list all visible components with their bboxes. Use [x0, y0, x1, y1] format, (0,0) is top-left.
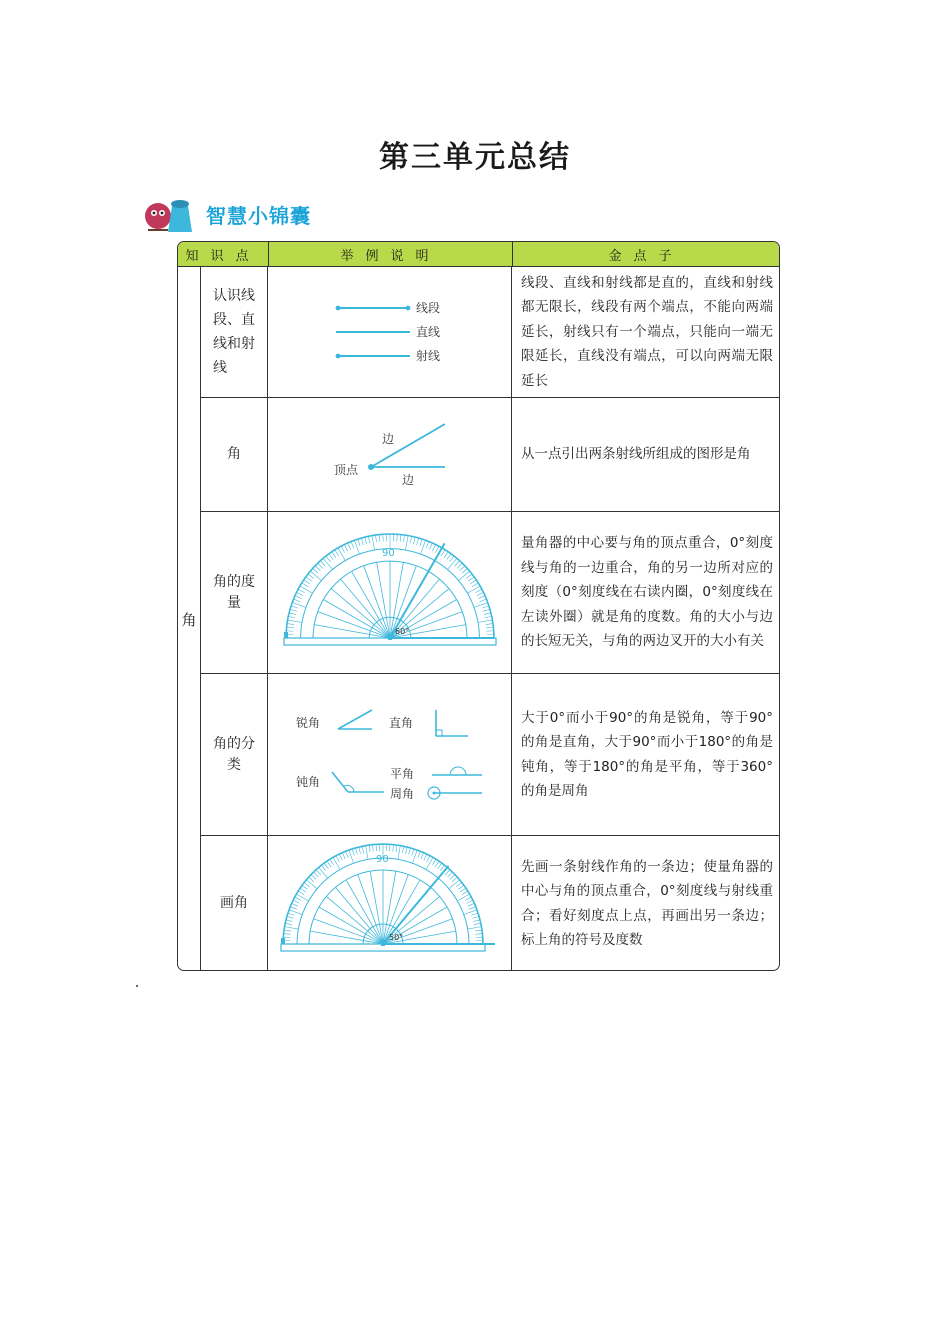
header-tip: 金点子: [512, 242, 779, 266]
example-cell: [268, 398, 512, 511]
topic-cell: 角的分类: [201, 674, 268, 835]
example-cell: [268, 267, 512, 397]
tip-cell: 先画一条射线作角的一条边；使量角器的中心与角的顶点重合，0°刻度线与射线重合；看好刻度点上点，再画出另一条边；标上角的符号及度数: [521, 858, 773, 948]
section-label: 智慧小锦囊: [206, 203, 311, 228]
angle-types-figure: [268, 674, 512, 836]
line-types-figure: [268, 267, 512, 397]
section-badge: [142, 192, 311, 236]
summary-table: [177, 241, 780, 971]
table-row: [201, 511, 779, 673]
topic-cell: 画角: [201, 836, 268, 971]
header-knowledge: 知识点: [185, 248, 261, 264]
tip-cell: 线段、直线和射线都是直的，直线和射线都无限长，线段有两个端点，不能向两端延长，射线只有一个端点，只能向一端无限延长，直线没有端点，可以向两端无限延长: [521, 274, 773, 389]
example-cell: [268, 674, 512, 835]
tip-cell: 从一点引出两条射线所组成的图形是角: [521, 446, 751, 463]
protractor-measure-figure: [268, 512, 512, 674]
topic-cell: 角的度量: [201, 512, 268, 673]
protractor-draw-figure: [268, 836, 512, 971]
label-acute: 锐角: [296, 716, 321, 730]
topic-cell: 认识线段、直线和射线: [201, 267, 268, 397]
category-cell: 角: [178, 267, 201, 971]
table-row: [201, 267, 779, 397]
page-title: 第三单元总结: [379, 140, 571, 175]
label-straight: 平角: [390, 767, 415, 781]
table-header: [178, 242, 779, 267]
label-vertex: 顶点: [334, 463, 359, 477]
example-cell: [268, 836, 512, 971]
label-90: 90: [376, 854, 389, 865]
tip-cell: 大于0°而小于90°的角是锐角，等于90°的角是直角，大于90°而小于180°的角是钝角，等于180°的角是平角，等于360°的角是周角: [521, 709, 773, 799]
page-mark: [136, 985, 138, 987]
label-side-bottom: 边: [402, 473, 415, 487]
angle-figure: [268, 398, 512, 512]
table-row: [201, 835, 779, 971]
table-row: [201, 397, 779, 511]
table-row: [201, 673, 779, 835]
label-ray: 射线: [416, 349, 441, 363]
label-segment: 线段: [416, 301, 441, 315]
topic-cell: 角: [201, 398, 268, 511]
label-right: 直角: [389, 716, 414, 730]
label-full: 周角: [390, 787, 415, 801]
header-example: 举例说明: [268, 242, 512, 266]
tip-cell: 量角器的中心要与角的顶点重合，0°刻度线与角的一边重合，角的另一边所对应的刻度（0°刻度线在右读内圈，0°刻度线在左读外圈）就是角的度数。角的大小与边的长短无关，与角的两边叉开的大小有关: [521, 535, 773, 650]
label-60deg: 60°: [395, 627, 410, 636]
label-side-top: 边: [382, 432, 395, 446]
example-cell: [268, 512, 512, 673]
label-obtuse: 钝角: [296, 775, 321, 789]
label-50deg: 50°: [389, 933, 404, 942]
label-90: 90: [382, 548, 395, 559]
mascot-icon: [142, 192, 198, 236]
label-line: 直线: [416, 325, 441, 339]
